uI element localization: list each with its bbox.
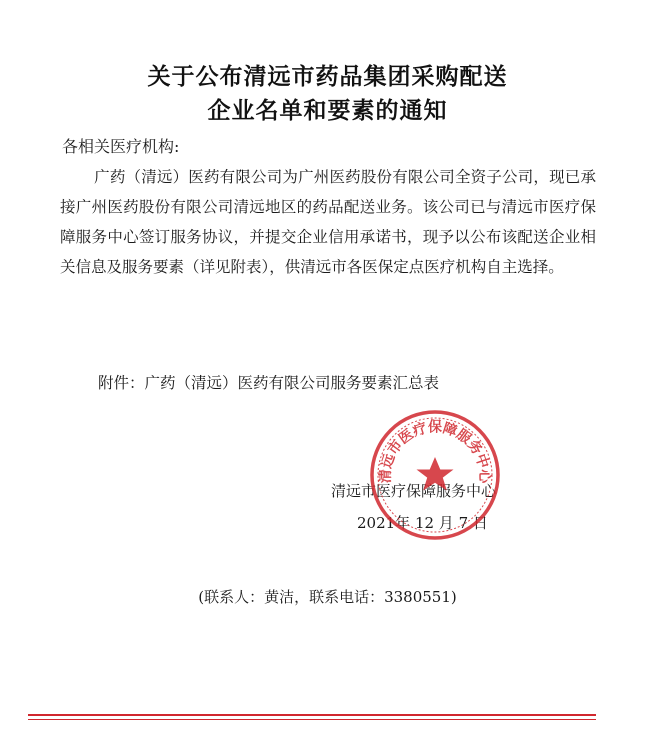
footer-rule-thick xyxy=(28,714,596,716)
issue-date: 2021年 12 月 7 日 xyxy=(357,514,488,532)
footer-rule-thin xyxy=(28,719,596,720)
issuer-name: 清远市医疗保障服务中心 xyxy=(331,482,497,500)
seal-star-icon xyxy=(417,457,454,491)
paragraph-text: 广药（清远）医药有限公司为广州医药股份有限公司全资子公司，现已承接广州医药股份有限公司清远地区的药品配送业务。该公司已与清远市医疗保障服务中心签订服务协议，并提交企业信用承诺书，现予以公布该配送企业相关信息及服务要素（详见附表），供清远市各医保定点医疗机构自主选择。 xyxy=(60,168,596,276)
attachment-line: 附件：广药（清远）医药有限公司服务要素汇总表 xyxy=(98,374,440,392)
body-paragraph xyxy=(60,162,596,282)
document-title-line2: 企业名单和要素的通知 xyxy=(207,97,448,124)
salutation: 各相关医疗机构: xyxy=(62,137,180,156)
seal-text-path: 清远市医疗保障服务中心 xyxy=(377,419,493,484)
official-seal xyxy=(368,408,502,542)
contact-info: (联系人：黄洁，联系电话：3380551) xyxy=(198,588,457,606)
document-title-line1: 关于公布清远市药品集团采购配送 xyxy=(147,63,508,90)
